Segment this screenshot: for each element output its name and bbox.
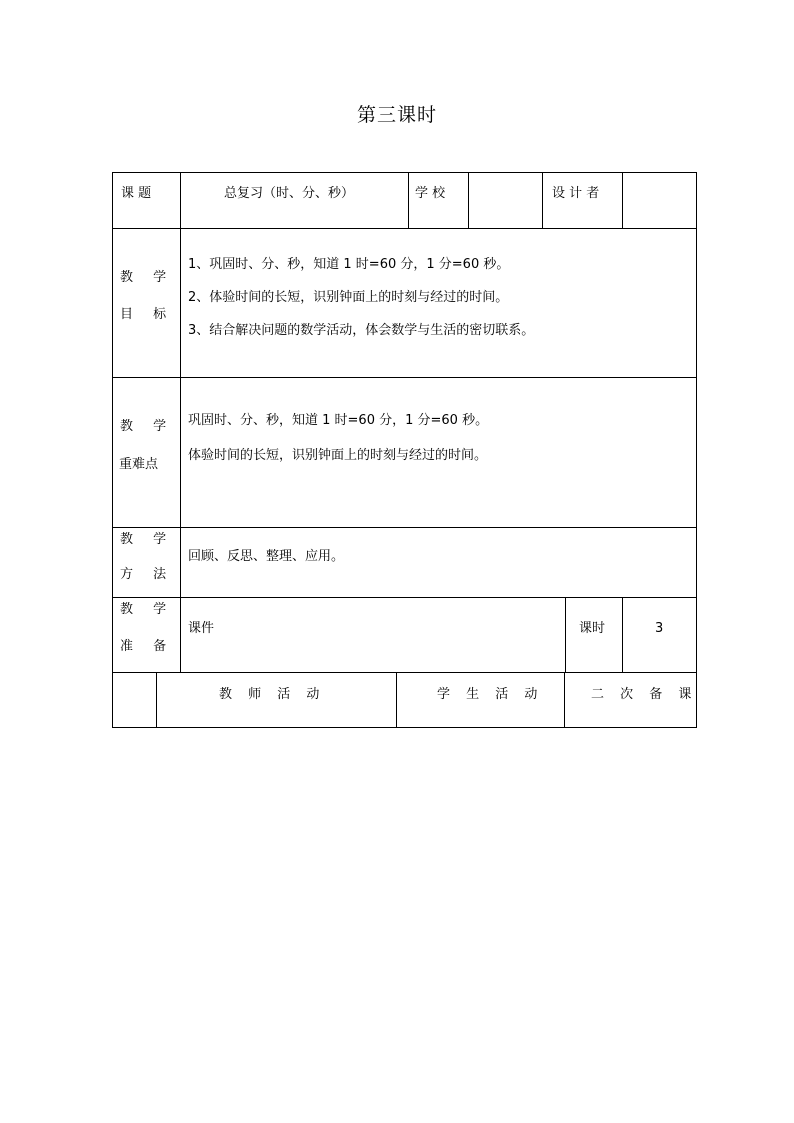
period-label: 课时 (579, 621, 606, 636)
keypoints-label-line1: 教 学 (120, 419, 175, 434)
second-prep-header: 二 次 备 课 (591, 687, 698, 702)
objective-item-3: 3、结合解决问题的数学活动，体会数学与生活的密切联系。 (188, 323, 535, 338)
keypoint-item-2: 体验时间的长短，识别钟面上的时刻与经过的时间。 (188, 448, 488, 463)
row-divider-2 (112, 377, 697, 378)
row-divider-1 (112, 228, 697, 229)
prep-divider-period (565, 597, 566, 672)
label-column-divider (180, 172, 181, 672)
methods-label-line2: 方 法 (120, 567, 175, 582)
prep-value: 课件 (188, 621, 215, 636)
topic-value: 总复习（时、分、秒） (224, 186, 355, 201)
row-divider-5 (112, 672, 697, 673)
topic-label: 课 题 (121, 186, 152, 201)
methods-value: 回顾、反思、整理、应用。 (188, 549, 345, 564)
objective-item-2: 2、体验时间的长短，识别钟面上的时刻与经过的时间。 (188, 290, 509, 305)
keypoint-item-1: 巩固时、分、秒，知道 1 时=60 分，1 分=60 秒。 (188, 413, 489, 428)
header-divider-designer (542, 172, 543, 228)
row-divider-4 (112, 597, 697, 598)
page-title: 第三课时 (356, 104, 437, 126)
table-border-left (112, 172, 113, 728)
objectives-label-line2: 目 标 (120, 307, 175, 322)
teacher-activity-header: 教 师 活 动 (219, 687, 326, 702)
activity-divider-3 (564, 672, 565, 728)
activity-divider-1 (156, 672, 157, 728)
period-value: 3 (655, 621, 664, 636)
prep-divider-period-value (622, 597, 623, 672)
table-border-right (696, 172, 697, 728)
table-border-bottom (112, 727, 697, 728)
student-activity-header: 学 生 活 动 (437, 687, 544, 702)
objectives-label-line1: 教 学 (120, 270, 175, 285)
header-divider-school (408, 172, 409, 228)
school-label: 学 校 (415, 186, 446, 201)
prep-label-line1: 教 学 (120, 602, 175, 617)
row-divider-3 (112, 527, 697, 528)
methods-label-line1: 教 学 (120, 532, 175, 547)
designer-label: 设 计 者 (552, 186, 600, 201)
activity-divider-2 (396, 672, 397, 728)
prep-label-line2: 准 备 (120, 639, 175, 654)
keypoints-label-line2: 重难点 (119, 457, 159, 472)
table-border-top (112, 172, 697, 173)
objective-item-1: 1、巩固时、分、秒，知道 1 时=60 分，1 分=60 秒。 (188, 257, 510, 272)
header-divider-designer-value (622, 172, 623, 228)
header-divider-school-value (468, 172, 469, 228)
